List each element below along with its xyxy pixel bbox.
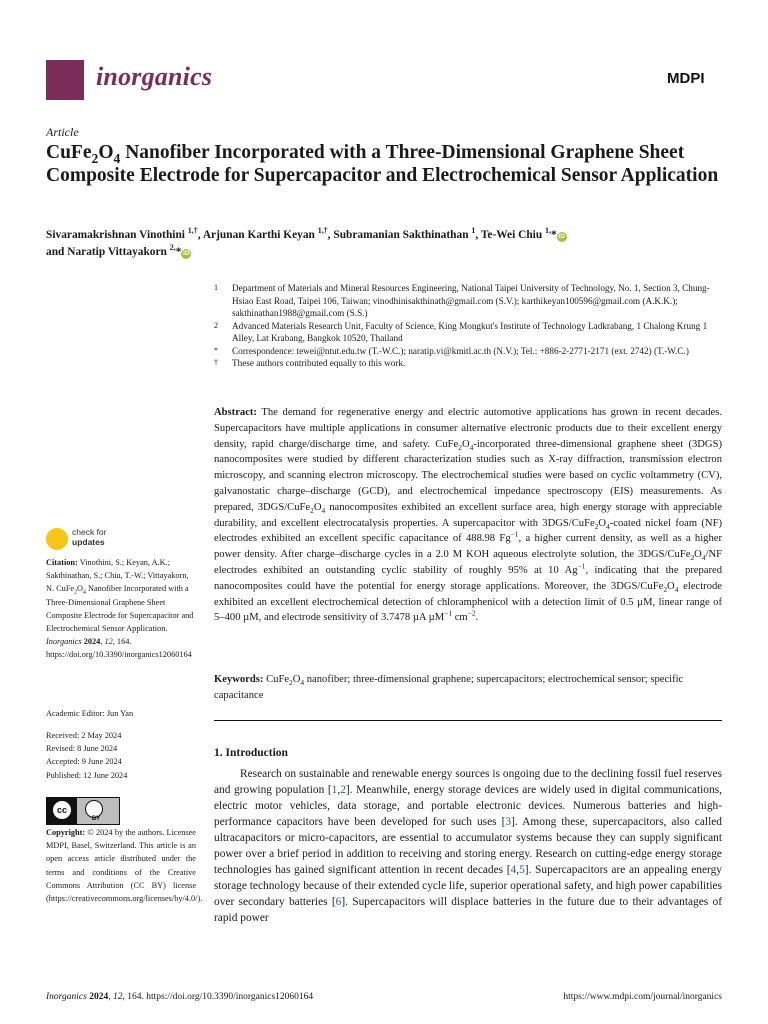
date-accepted: Accepted: 9 June 2024 <box>46 757 122 767</box>
check-updates-label[interactable] <box>72 528 107 547</box>
reference-link[interactable]: 3 <box>505 816 512 828</box>
keywords <box>214 672 722 704</box>
citation <box>46 556 196 662</box>
copyright <box>46 826 203 905</box>
affiliation-item <box>214 357 729 370</box>
copyright-text: © 2024 by the authors. Licensee MDPI, Basel, Switzerland. This article is an open access article distributed under the terms and conditions of the Creative Commons Attribution (CC BY) license (https://creativecommons.org/licenses/by/4.0/). <box>46 828 203 904</box>
academic-editor: Academic Editor: Jun Yan <box>46 709 134 718</box>
reference-link[interactable]: 5 <box>519 864 525 876</box>
section-divider <box>214 720 722 721</box>
reference-link[interactable]: 4 <box>510 864 517 876</box>
abstract-text: The demand for regenerative energy and electric automotive applications has grown in recent decades. Supercapacitors have multiple applications in consumer alternative electronic products due to their excellent energy density, rapid charge/discharge time, and safety. $CuFe_2O_4$-incorporated three-dimensional graphene sheet (3DGS) nanocomposites were studied by different characterization studies such as X-ray diffraction, transmission electron microscopy, and scanning electron microscopy. The electrochemical studies were based on cyclic voltammetry (CV), galvanostatic charge–discharge (GCD), and electrochemical impedance spectroscopy (EIS) measurements. As prepared, $3DGS/CuFe_2O_4$ nanocomposites exhibited an excellent surface area, high energy storage with appreciable durability, and excellent electrocatalysis properties. A supercapacitor with $3DGS/CuFe_2O_4$-coated nickel foam (NF) electrodes exhibited an excellent specific capacitance of 488.98 $Fg^{-1}$, a higher current density, as well as a higher power density. After charge–discharge cycles in a 2.0 M KOH aqueous electrolyte solution, the $3DGS/CuFe_2O_4/NF$ electrodes exhibited an outstanding cyclic stability of roughly 95% at 10 $Ag^{-1}$, indicating that the prepared nanocomposites could have the potential for energy storage applications. Moreover, the $3DGS/CuFe_2O_4$ electrode exhibited an excellent electrochemical detection of chloramphenicol with a detection limit of 0.5 µM, linear range of 5–400 µM, and electrode sensitivity of 3.7478 µA µM$^{-1}$ $cm^{-2}$. <box>214 407 723 624</box>
reference-link[interactable]: 6 <box>335 896 342 908</box>
reference-link[interactable]: 2 <box>340 784 346 796</box>
affiliation-text: Department of Materials and Mineral Resources Engineering, National Taipei University of Technology, No. 1, Section 3, Chung-Hsiao East Road, Taipei 106, Taiwan; vinodhinisakthinath@gmail.com (S.V.); karthikeyan100596@gmail.com (A.K.K.); sakthinathan1988@gmail.com (S.S.) <box>232 283 710 318</box>
author-line-2: and Naratip Vittayakorn $^{2,}$* iD <box>46 243 190 258</box>
affiliation-item <box>214 320 729 345</box>
keywords-label: Keywords: <box>214 674 264 685</box>
article-title: $CuFe_2O_4$ Nanofiber Incorporated with a Three-Dimensional Graphene Sheet Composite Electrode for Supercapacitor and Electrochemical Sensor Application <box>46 142 719 186</box>
author-list <box>46 227 736 261</box>
copyright-label: Copyright: <box>46 828 86 837</box>
affiliation-text: These authors contributed equally to this work. <box>232 358 406 368</box>
intro-heading: 1. Introduction <box>214 747 288 759</box>
orcid-icon[interactable]: iD <box>183 250 190 257</box>
abstract-label: Abstract: <box>214 407 257 418</box>
affiliations <box>214 282 729 370</box>
check-updates-icon[interactable] <box>46 528 68 550</box>
affiliation-item <box>214 282 729 320</box>
dates <box>46 729 196 782</box>
citation-label: Citation: <box>46 558 78 567</box>
by-label: BY <box>91 816 101 822</box>
affiliation-marker: 2 <box>214 320 218 330</box>
cc-icon: cc <box>52 800 72 820</box>
journal-logo <box>46 60 84 100</box>
reference-link[interactable]: 1 <box>331 784 338 796</box>
date-received: Received: 2 May 2024 <box>46 731 122 740</box>
orcid-icon[interactable]: iD <box>558 233 565 240</box>
intro-paragraph: Research on sustainable and renewable energy sources is ongoing due to the declining fossil fuel reserves and growing population [1,2]. Meanwhile, energy storage devices are widely used in digital communications, electric motor vehicles, data storage, and portable electronic devices. Numerous batteries and high-performance capacitors have been developed for such uses [3]. Among these, supercapacitors, also called ultracapacitors or micro-capacitors, are essential to accumulator systems because they can supply significant power over a brief period in addition to receiving and storing energy. Research on cutting-edge energy storage technologies has gained significant attention in recent decades [4,5]. Supercapacitors are an appealing energy storage technology because of their extended cycle life, superior operational safety, and high power capabilities over secondary batteries [6]. Supercapacitors will displace batteries in the future due to their advantages of rapid power <box>214 768 722 924</box>
affiliation-marker: † <box>214 358 218 367</box>
citation-text: Vinothini, S.; Keyan, A.K.; Sakthinathan, S.; Chiu, T.-W.; Vittayakorn, N. $CuFe_2O_4$ Nanofiber Incorporated with a Three-Dimensional Graphene Sheet Composite Electrode for Supercapacitor and Electrochemical Sensor Application. Inorganics 2024, 12, 164. https://doi.org/10.3390/inorganics12060164 <box>46 558 194 660</box>
affiliation-marker: 1 <box>214 283 218 292</box>
footer-url[interactable]: https://www.mdpi.com/journal/inorganics <box>563 992 722 1002</box>
intro-body <box>214 766 722 926</box>
date-published: Published: 12 June 2024 <box>46 770 128 780</box>
article-type: Article <box>46 125 79 139</box>
page-footer <box>46 992 722 1002</box>
check-updates-line-2: updates <box>72 536 105 547</box>
check-updates-line-1: check for <box>72 527 107 537</box>
affiliation-text: Correspondence: tewei@ntut.edu.tw (T.-W.C.); naratip.vi@kmitl.ac.th (N.V.); Tel.: +886-2-2771-2171 (ext. 2742) (T.-W.C.) <box>232 345 689 356</box>
affiliation-marker: * <box>214 345 218 355</box>
publisher-logo: MDPI <box>667 70 705 87</box>
abstract <box>214 405 722 626</box>
journal-name: inorganics <box>96 62 213 91</box>
footer-citation: Inorganics 2024, 12, 164. https://doi.org/10.3390/inorganics12060164 <box>46 992 314 1002</box>
date-revised: Revised: 8 June 2024 <box>46 744 118 754</box>
affiliation-text: Advanced Materials Research Unit, Faculty of Science, King Mongkut's Institute of Technology Ladkrabang, 1 Chalong Krung 1 Alley, Lat Krabang, Bangkok 10520, Thailand <box>232 320 708 343</box>
affiliation-item <box>214 345 729 358</box>
author-line-1: Sivaramakrishnan Vinothini $^{1,\dagger}$, Arjunan Karthi Keyan $^{1,\dagger}$, Subramanian Sakthinathan $^1$, Te-Wei Chiu $^{1,}$* iD <box>46 226 565 241</box>
keywords-text: $CuFe_2O_4$ nanofiber; three-dimensional graphene; supercapacitors; electrochemical sensor; specific capacitance <box>214 674 684 701</box>
